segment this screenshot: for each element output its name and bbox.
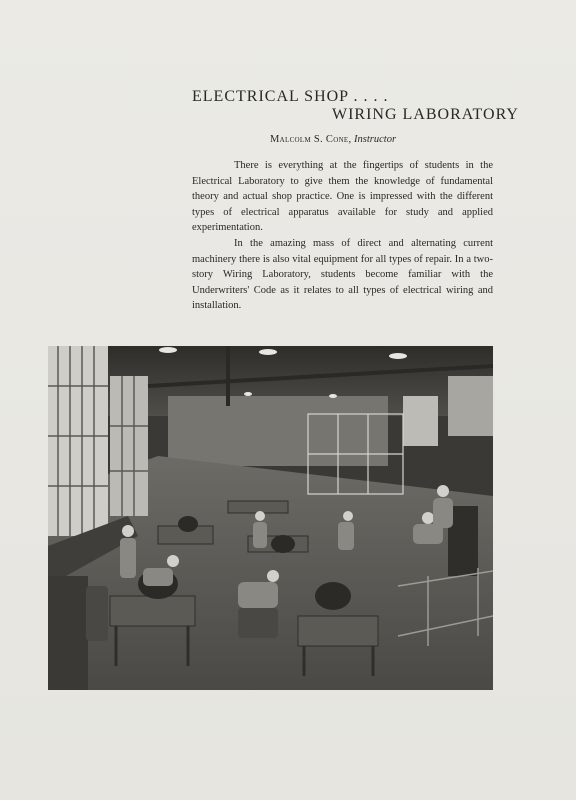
instructor-credit: [270, 134, 396, 145]
laboratory-photo: [48, 346, 493, 690]
page-title-line-2: WIRING LABORATORY: [332, 106, 519, 123]
instructor-name: Malcolm S. Cone,: [270, 134, 352, 145]
body-text: [192, 158, 493, 314]
page-title-line-1: ELECTRICAL SHOP . . . .: [192, 88, 389, 105]
body-paragraph: In the amazing mass of direct and alternating current machinery there is also vital equipment for all types of repair. In a two-story Wiring Laboratory, students become familiar with the Underwriters' Code as it relates to all types of electrical wiring and installation.: [192, 237, 493, 312]
body-paragraph: There is everything at the fingertips of students in the Electrical Laboratory to give them the knowledge of fundamental theory and actual shop practice. One is impressed with the different types of electrical apparatus available for study and applied experimentation.: [192, 160, 493, 234]
instructor-role: Instructor: [354, 134, 397, 145]
laboratory-photo-illustration: [48, 346, 493, 690]
